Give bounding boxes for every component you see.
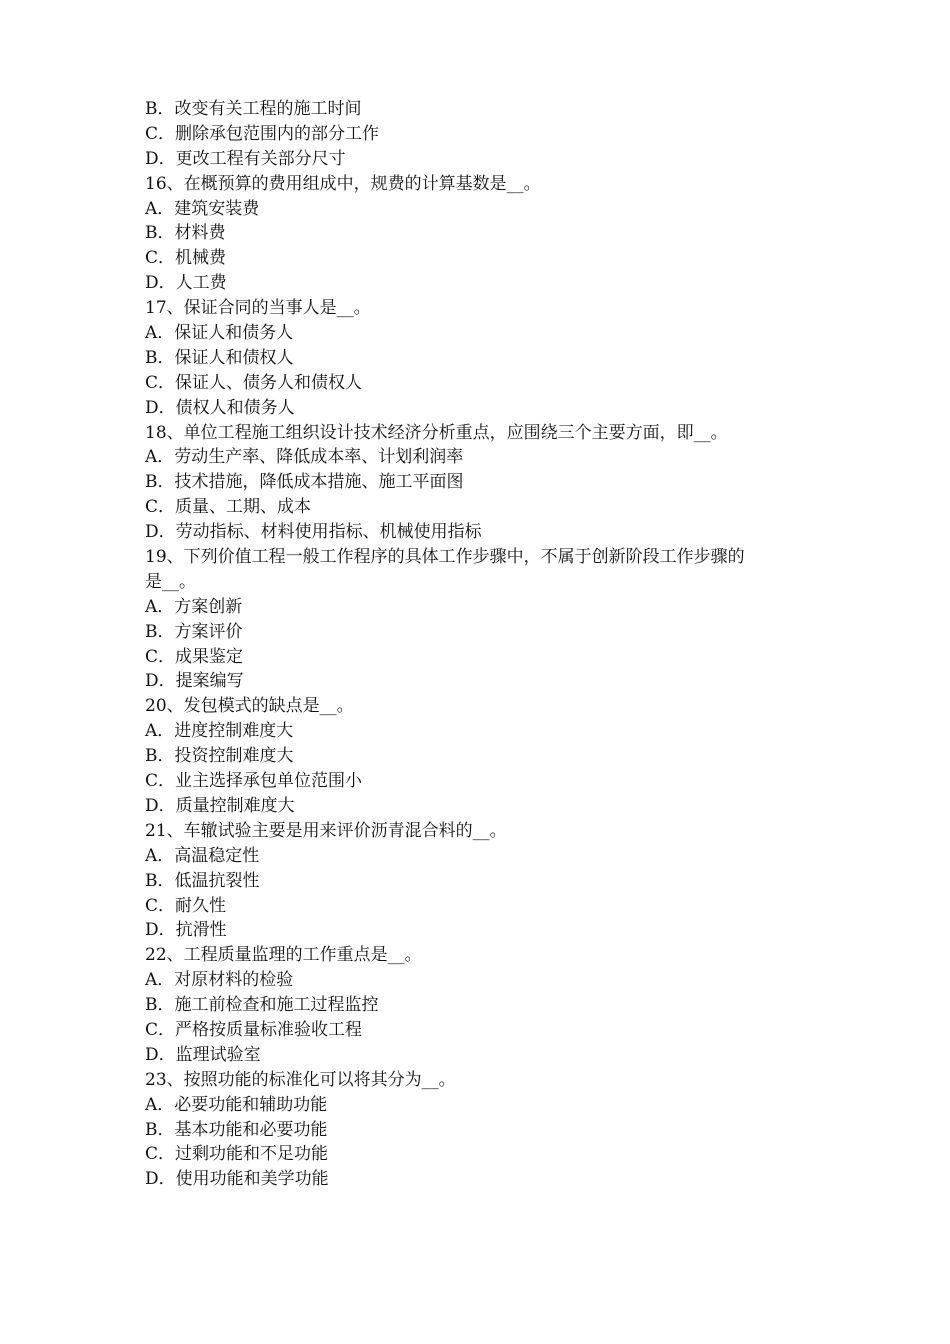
answer-option: D．更改工程有关部分尺寸 [145, 148, 346, 169]
answer-option: C．删除承包范围内的部分工作 [145, 123, 380, 144]
answer-option: A．建筑安装费 [145, 198, 260, 219]
question-text: 17、保证合同的当事人是__。 [145, 298, 371, 319]
question-text: 19、下列价值工程一般工作程序的具体工作步骤中，不属于创新阶段工作步骤的 [145, 547, 745, 568]
answer-option: B．技术措施，降低成本措施、施工平面图 [145, 472, 464, 493]
question-text: 18、单位工程施工组织设计技术经济分析重点，应围绕三个主要方面，即__。 [145, 422, 728, 443]
answer-option: A．保证人和债务人 [145, 323, 294, 344]
answer-option: C．耐久性 [145, 895, 227, 916]
answer-option: B．低温抗裂性 [145, 870, 260, 891]
answer-option: D．人工费 [145, 273, 227, 294]
answer-option: C．严格按质量标准验收工程 [145, 1019, 363, 1040]
answer-option: D．劳动指标、材料使用指标、机械使用指标 [145, 522, 482, 543]
question-text: 22、工程质量监理的工作重点是__。 [145, 945, 422, 966]
answer-option: A．必要功能和辅助功能 [145, 1094, 328, 1115]
answer-option: B．改变有关工程的施工时间 [145, 99, 362, 119]
question-text: 23、按照功能的标准化可以将其分为__。 [145, 1069, 456, 1090]
answer-option: C．质量、工期、成本 [145, 497, 312, 518]
answer-option: D．债权人和债务人 [145, 397, 295, 418]
answer-option: C．保证人、债务人和债权人 [145, 372, 363, 393]
answer-option: C．过剩功能和不足功能 [145, 1144, 329, 1165]
answer-option: D．质量控制难度大 [145, 795, 295, 816]
answer-option: D．抗滑性 [145, 920, 227, 941]
answer-option: B．保证人和债权人 [145, 347, 294, 368]
answer-option: C．业主选择承包单位范围小 [145, 771, 363, 792]
answer-option: B．施工前检查和施工过程监控 [145, 995, 379, 1016]
question-text-continued: 是__。 [145, 571, 196, 592]
answer-option: A．对原材料的检验 [145, 970, 294, 991]
answer-option: B．投资控制难度大 [145, 746, 294, 767]
question-text: 16、在概预算的费用组成中，规费的计算基数是__。 [145, 173, 541, 194]
question-text: 21、车辙试验主要是用来评价沥青混合料的__。 [145, 820, 507, 841]
answer-option: B．基本功能和必要功能 [145, 1119, 328, 1140]
answer-option: B．材料费 [145, 223, 226, 244]
answer-option: A．进度控制难度大 [145, 721, 294, 742]
answer-option: A．方案创新 [145, 596, 243, 617]
answer-option: D．使用功能和美学功能 [145, 1169, 329, 1190]
answer-option: C．成果鉴定 [145, 646, 244, 667]
answer-option: D．提案编写 [145, 671, 244, 692]
answer-option: B．方案评价 [145, 621, 243, 642]
answer-option: C．机械费 [145, 248, 227, 269]
answer-option: A．劳动生产率、降低成本率、计划利润率 [145, 447, 464, 468]
answer-option: D．监理试验室 [145, 1044, 261, 1065]
answer-option: A．高温稳定性 [145, 845, 260, 866]
question-text: 20、发包模式的缺点是__。 [145, 696, 354, 717]
document-body [145, 97, 815, 1192]
